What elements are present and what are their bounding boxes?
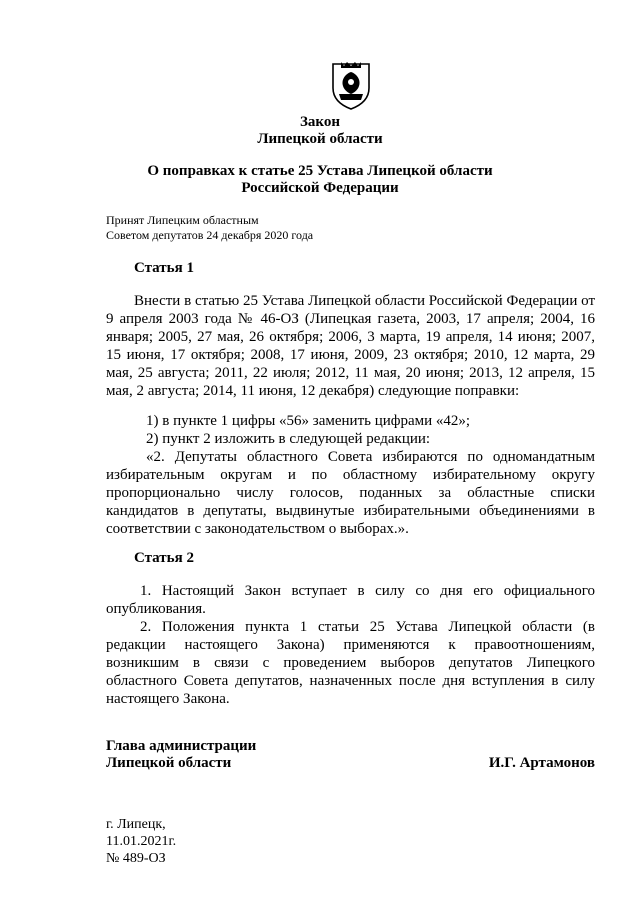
title-line-2: Российской Федерации: [241, 180, 399, 196]
footer-date: 11.01.2021г.: [106, 834, 177, 849]
region-name: Липецкой области: [257, 131, 383, 147]
footer-city: г. Липецк,: [106, 817, 166, 832]
article-2-heading: Статья 2: [134, 550, 194, 566]
law-word: Закон: [299, 114, 340, 130]
signatory-position-line-2: Липецкой области: [106, 755, 232, 771]
article-2-paragraph-2: 2. Положения пункта 1 статьи 25 Устава Липецкой области (в редакции настоящего Закона) применяются к правоотношениям, возникшим в связи с проведением выборов депутатов Липецкого областного Совета депутатов, назначенных после дня вступления в силу настоящего Закона.: [106, 619, 595, 707]
article-1-item-1: 1) в пункте 1 цифры «56» заменить цифрами «42»;: [146, 413, 471, 429]
adoption-line-1: Принят Липецким областным: [106, 213, 259, 227]
article-1-quote: «2. Депутаты областного Совета избираются по одномандатным избирательным округам и по областному избирательному округу пропорционально числу голосов, поданных за областные списки кандидатов в депутаты, выдвинутые избирательными объединениями в соответствии с законодательством о выборах.».: [106, 449, 595, 537]
title-line-1: О поправках к статье 25 Устава Липецкой области: [147, 163, 493, 179]
signatory-name: И.Г. Артамонов: [488, 755, 595, 771]
article-1-item-2: 2) пункт 2 изложить в следующей редакции:: [146, 431, 431, 447]
article-1-heading: Статья 1: [134, 260, 194, 276]
article-2-paragraph-1: 1. Настоящий Закон вступает в силу со дня его официального опубликования.: [106, 583, 595, 617]
signatory-position-line-1: Глава администрации: [106, 738, 257, 754]
coat-of-arms-icon: [331, 60, 371, 110]
adoption-line-2: Советом депутатов 24 декабря 2020 года: [106, 228, 314, 242]
article-1-intro: Внести в статью 25 Устава Липецкой области Российской Федерации от 9 апреля 2003 года № 46-ОЗ (Липецкая газета, 2003, 17 апреля; 2004, 16 января; 2005, 27 мая, 26 октября; 2006, 3 марта, 19 апреля, 14 июня; 2007, 15 июня, 17 октября; 2008, 17 июня, 2009, 23 октября; 2010, 12 марта, 29 мая, 25 августа; 2011, 22 июля; 2012, 11 мая, 20 июня; 2013, 12 апреля, 15 мая, 2 августа; 2014, 11 июня, 12 декабря) следующие поправки:: [106, 293, 595, 399]
footer-law-number: № 489-ОЗ: [106, 851, 166, 866]
